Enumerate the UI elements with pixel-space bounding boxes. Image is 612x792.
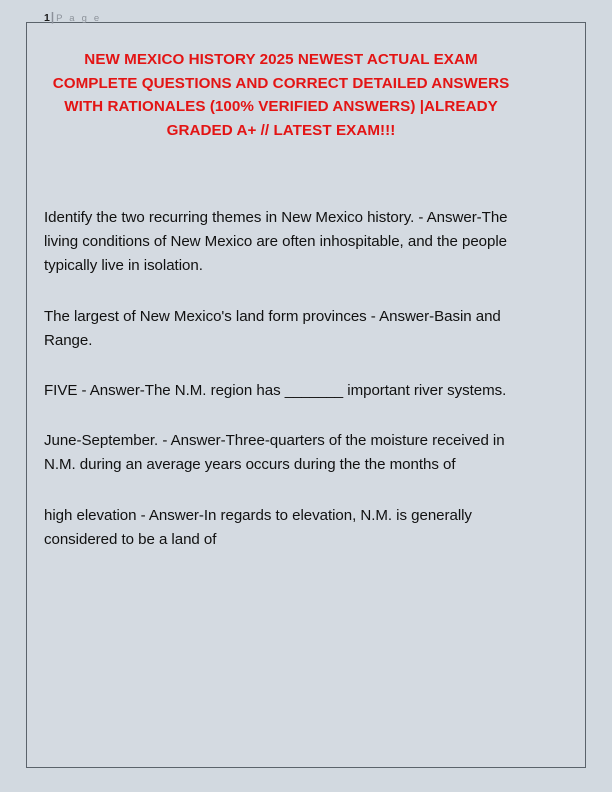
- page-header-label: P a g e: [56, 13, 102, 24]
- qa-block: June-September. - Answer-Three-quarters of the moisture received in N.M. during an average years occurs during the the months of: [44, 432, 505, 474]
- page-number: 1: [44, 12, 50, 24]
- page-header-separator: |: [50, 12, 55, 24]
- qa-block: Identify the two recurring themes in New Mexico history. - Answer-The living conditions of New Mexico are often inhospitable, and the people typically live in isolation.: [44, 209, 508, 275]
- qa-block: The largest of New Mexico's land form provinces - Answer-Basin and Range.: [44, 307, 501, 349]
- document-body: [44, 206, 520, 552]
- qa-block: FIVE - Answer-The N.M. region has _______ important river systems.: [44, 382, 507, 400]
- qa-block: high elevation - Answer-In regards to elevation, N.M. is generally considered to be a land of: [44, 506, 472, 548]
- page-header: [44, 11, 101, 26]
- document-title: NEW MEXICO HISTORY 2025 NEWEST ACTUAL EXAM COMPLETE QUESTIONS AND CORRECT DETAILED ANSWERS WITH RATIONALES (100% VERIFIED ANSWERS) |ALREADY GRADED A+ // LATEST EXAM!!!: [52, 51, 510, 139]
